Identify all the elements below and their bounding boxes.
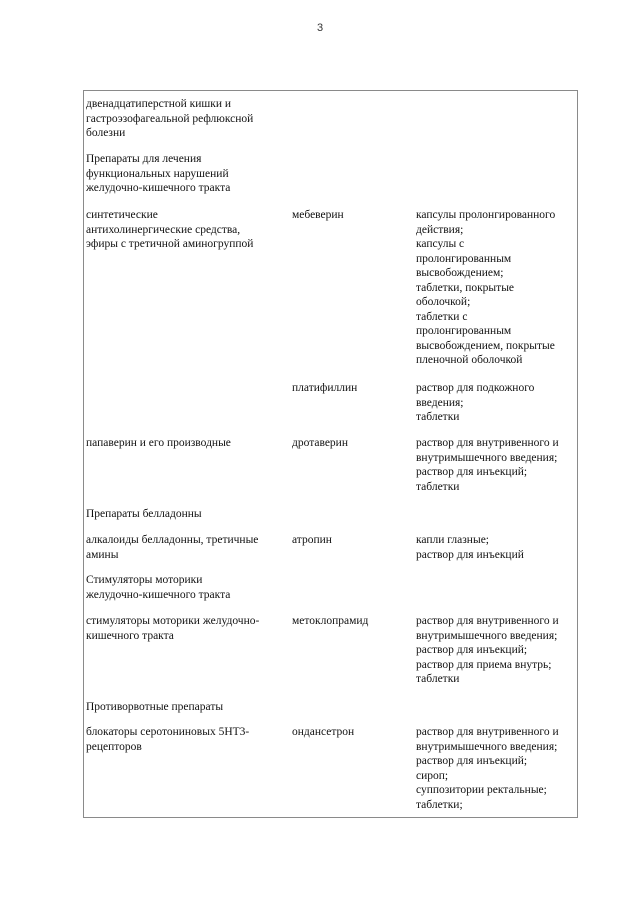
group-cell: алкалоиды белладонны, третичные амины <box>86 534 259 561</box>
drug-cell: ондансетрон <box>292 726 355 738</box>
group-cell: Препараты для лечения функциональных нарушений желудочно-кишечного тракта <box>86 153 231 194</box>
group-cell: блокаторы серотониновых 5HT3- рецепторов <box>86 726 250 753</box>
forms-cell: раствор для внутривенного и внутримышечного введения; раствор для инъекций; сироп; суппозитории ректальные; таблетки; <box>416 726 559 811</box>
forms-cell: капли глазные; раствор для инъекций <box>416 534 524 561</box>
drug-cell: платифиллин <box>292 382 358 394</box>
group-cell: Противорвотные препараты <box>86 701 224 713</box>
drug-cell: атропин <box>292 534 332 546</box>
group-cell: синтетические антихолинергические средства, эфиры с третичной аминогруппой <box>86 209 254 250</box>
group-cell: двенадцатиперстной кишки и гастроэзофагеальной рефлюксной болезни <box>86 98 254 139</box>
drug-cell: мебеверин <box>292 209 344 221</box>
group-cell: папаверин и его производные <box>86 437 231 449</box>
page-number: 3 <box>316 22 324 34</box>
forms-cell: капсулы пролонгированного действия; капсулы с пролонгированным высвобождением; таблетки, покрытые оболочкой; таблетки с пролонгированным высвобождением, покрытые пленочной оболочкой <box>416 209 556 366</box>
forms-cell: раствор для внутривенного и внутримышечного введения; раствор для инъекций; таблетки <box>416 437 559 493</box>
drug-cell: метоклопрамид <box>292 615 369 627</box>
forms-cell: раствор для подкожного введения; таблетки <box>416 382 535 423</box>
group-cell: Препараты белладонны <box>86 508 202 520</box>
group-cell: стимуляторы моторики желудочно- кишечного тракта <box>86 615 260 642</box>
group-cell: Стимуляторы моторики желудочно-кишечного тракта <box>86 574 231 601</box>
drug-cell: дротаверин <box>292 437 348 449</box>
forms-cell: раствор для внутривенного и внутримышечного введения; раствор для инъекций; раствор для приема внутрь; таблетки <box>416 615 559 685</box>
